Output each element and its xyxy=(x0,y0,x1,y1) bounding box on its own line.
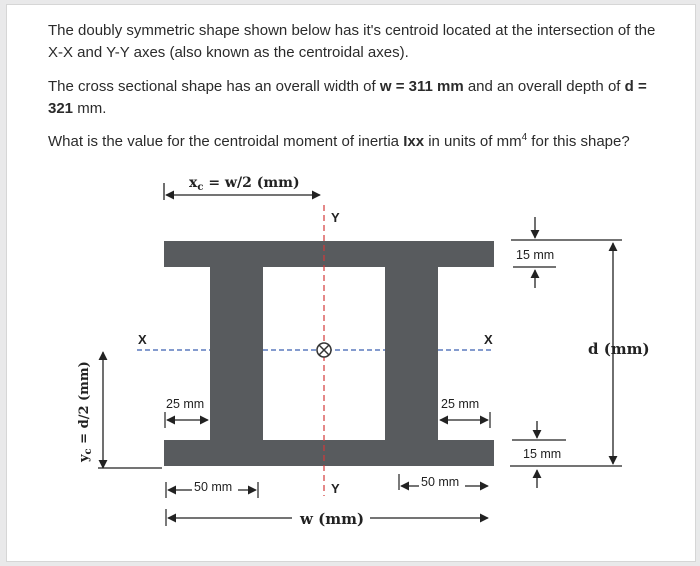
para2-post: mm. xyxy=(73,100,107,117)
yc-label: $y_c = d/2$ (mm) xyxy=(77,361,94,462)
ixx-label: Ixx xyxy=(403,133,425,150)
para3-pre: What is the value for the centroidal moment of inertia xyxy=(48,133,404,150)
para3-post: for this shape? xyxy=(527,133,630,150)
web-right-label: 25 mm xyxy=(441,397,480,411)
para1-text: The doubly symmetric shape shown below has it's centroid located at the intersection of the X-X and Y-Y axes (also known as the centroidal axes). xyxy=(48,22,656,61)
y-axis-bottom-label: Y xyxy=(331,481,340,496)
para2-mid: and an overall depth of xyxy=(463,78,625,95)
width-value: w = 311 mm xyxy=(379,78,464,95)
depth-value: d = 321 xyxy=(48,78,647,117)
depth-label: d (mm) xyxy=(588,340,650,358)
para3-mid: in units of mm xyxy=(424,133,522,150)
x-axis-left-label: X xyxy=(138,332,147,347)
xc-label: $x_c = w/2$ (mm) xyxy=(189,175,300,193)
y-axis-top-label: Y xyxy=(331,210,340,225)
para3-sup: 4 xyxy=(521,132,528,143)
flange-top-label: 15 mm xyxy=(516,248,555,262)
width-label: w (mm) xyxy=(300,510,365,528)
centroid-icon xyxy=(317,343,331,357)
x-axis-right-label: X xyxy=(484,332,493,347)
web-left-label: 25 mm xyxy=(166,397,205,411)
leg-left-label: 50 mm xyxy=(194,480,233,494)
leg-right-label: 50 mm xyxy=(421,475,460,489)
para2-pre: The cross sectional shape has an overall width of xyxy=(48,78,380,95)
flange-bottom-label: 15 mm xyxy=(523,447,562,461)
